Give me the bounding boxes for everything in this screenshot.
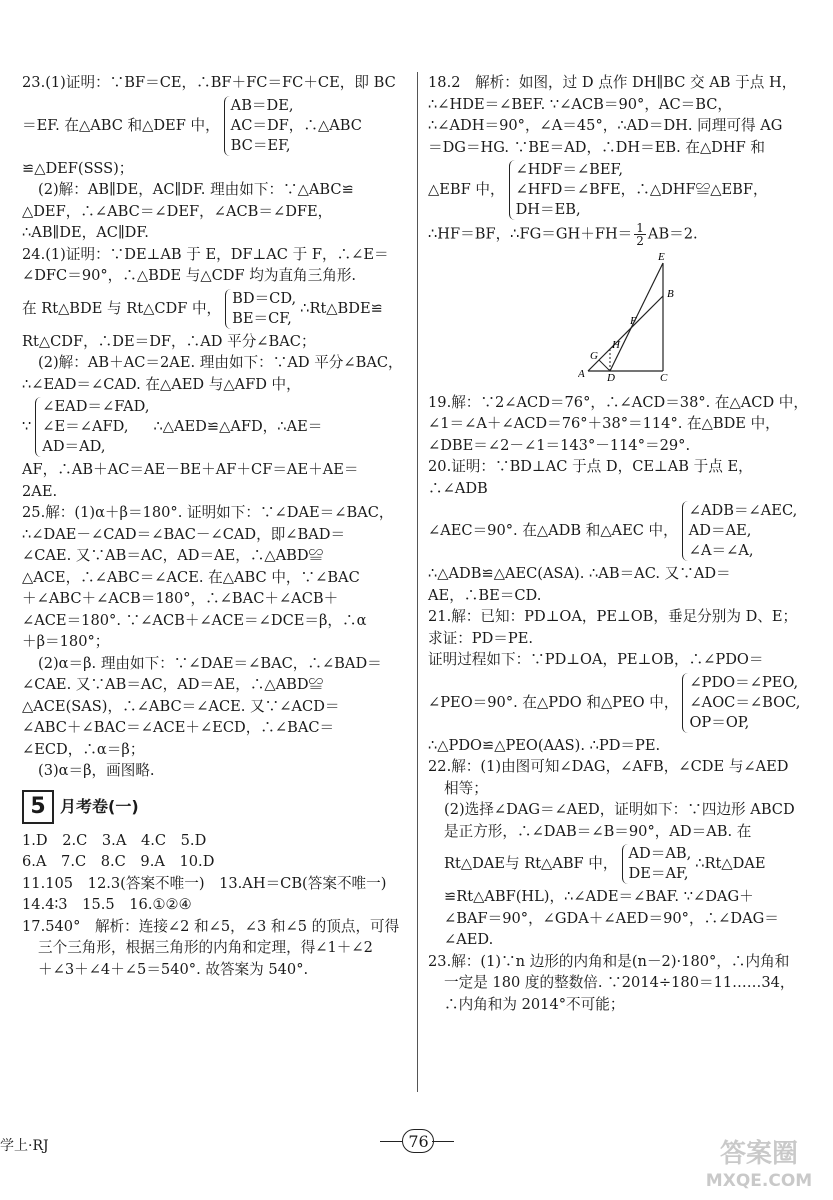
- text-line: ∴∠DAE－∠CAD＝∠BAC－∠CAD，即∠BAD＝: [22, 525, 346, 543]
- question-19: [428, 392, 812, 457]
- equation-brace: [509, 160, 768, 220]
- equation: BE＝CF,: [232, 309, 292, 327]
- text-line: 是正方形，∴∠DAB＝∠B＝90°，AD＝AB. 在: [444, 822, 752, 840]
- fraction-numerator: 1: [636, 221, 644, 235]
- page-number-ornament-left: [380, 1141, 402, 1142]
- text-line: ∠1＝∠A＋∠ACD＝76°＋38°＝114°. 在△BDE 中，: [428, 415, 780, 432]
- equation: ∠A＝∠A,: [688, 542, 754, 559]
- equation: ∠AOC＝∠BOC,: [689, 693, 801, 711]
- text-line: ∠BAF＝90°，∠GDA＋∠AED＝90°，∴∠DAG＝: [444, 909, 779, 927]
- page-number-ornament-right: [432, 1141, 454, 1142]
- fraction: [634, 222, 646, 247]
- equation: AC＝DF，∴△ABC: [230, 116, 362, 134]
- text-line: 21.解：已知：PD⊥OA，PE⊥OB，垂足分别为 D、E；: [428, 608, 798, 625]
- answer-line: 1.D 2.C 3.A 4.C 5.D: [22, 831, 207, 849]
- text-line: △DEF，∴∠ABC＝∠DEF，∠ACB＝∠DFE，: [22, 202, 333, 220]
- segment-gd: [599, 360, 610, 371]
- label-d: D: [607, 372, 615, 381]
- label-g: G: [590, 350, 598, 362]
- text-line: Rt△DAE与 Rt△ABF 中，: [444, 855, 618, 873]
- text-line: △ACE(SAS)，∴∠ABC＝∠ACE. 又∵∠ACD＝: [22, 697, 340, 715]
- text-line: ＋∠ABC＋∠ACB＝180°，∴∠BAC＋∠ACB＋: [22, 590, 339, 607]
- text-line: ≌Rt△ABF(HL)，∴∠ADE＝∠BAF. ∵∠DAG＋: [444, 888, 754, 905]
- text-line: ∠AED.: [444, 931, 494, 948]
- text-fragment: ∴HF＝BF，∴FG＝GH＋FH＝: [428, 225, 633, 243]
- equation: ∠ADB＝∠AEC,: [688, 502, 798, 519]
- equation-brace: [35, 397, 149, 457]
- equation: ∠HDF＝∠BEF,: [515, 161, 624, 178]
- question-23: [428, 951, 812, 1016]
- text-line: ∴△AED≌△AFD，∴AE＝: [153, 418, 323, 436]
- watermark-logo: [699, 1132, 819, 1192]
- equation: BD＝CD,: [232, 289, 297, 307]
- question-21: [428, 606, 812, 756]
- label-f: F: [630, 315, 637, 327]
- label-h: H: [612, 339, 620, 351]
- watermark-url: MXQE.COM: [705, 1171, 813, 1191]
- question-18: [428, 72, 812, 392]
- text-line: ∴∠ADH＝90°，∠A＝45°，∴AD＝DH. 同理可得 AG: [428, 117, 783, 134]
- text-line: ∴内角和为 2014°不可能；: [444, 995, 625, 1013]
- text-line: 2AE.: [22, 482, 58, 500]
- text-line: 23.(1)证明：∵BF＝CE，∴BF＋FC＝FC＋CE，即 BC: [22, 74, 396, 91]
- brace-system: [428, 158, 812, 222]
- text-line: ∴Rt△DAE: [695, 855, 766, 873]
- text-line: 25.解：(1)α＋β＝180°. 证明如下：∵∠DAE＝∠BAC，: [22, 504, 394, 521]
- answer-line: ＋∠3＋∠4＋∠5＝540°. 故答案为 540°.: [38, 960, 309, 978]
- answer-line: 11.105 12.3(答案不唯一) 13.AH＝CB(答案不唯一): [22, 874, 387, 892]
- text-line: 求证：PD＝PE.: [428, 629, 534, 647]
- answer-line: 17.540° 解析：连接∠2 和∠5，∠3 和∠5 的顶点，可得: [22, 917, 400, 935]
- text-line: ∠CAE. 又∵AB＝AC，AD＝AE，∴△ABD≌: [22, 547, 324, 564]
- text-line: 23.解：(1)∵n 边形的内角和是(n－2)·180°，∴内角和: [428, 952, 790, 970]
- section-title: 月考卷(一): [60, 796, 139, 816]
- text-line: ≌△DEF(SSS)；: [22, 159, 134, 177]
- text-line: 19.解：∵2∠ACD＝76°，∴∠ACD＝38°. 在△ACD 中，: [428, 393, 808, 411]
- text-line: ∠DFC＝90°，∴△BDE 与△CDF 均为直角三角形.: [22, 267, 357, 284]
- question-25: [22, 502, 406, 782]
- column-divider: [417, 72, 418, 1092]
- answer-line: 三个三角形，根据三角形的内角和定理，得∠1＋∠2: [38, 939, 373, 956]
- equation: OP＝OP,: [689, 713, 750, 731]
- question-23: [22, 72, 406, 244]
- question-20: [428, 456, 812, 606]
- text-line: (2)解：AB∥DE，AC∥DF. 理由如下：∵△ABC≌: [38, 181, 354, 198]
- text-line: ＝DG＝HG. ∵BE＝AD，∴DH＝EB. 在△DHF 和: [428, 138, 765, 156]
- equation: ∠E＝∠AFD,: [42, 418, 129, 435]
- text-line: 一定是 180 度的整数倍. ∵2014÷180＝11……34，: [444, 974, 795, 991]
- answer-line: 14.4∶3 15.5 16.①②④: [22, 896, 192, 913]
- equation-brace: [224, 96, 362, 156]
- text-line: ＝EF. 在△ABC 和△DEF 中，: [22, 116, 220, 134]
- text-line: (3)α＝β，画图略.: [38, 762, 155, 779]
- question-22: [428, 756, 812, 951]
- label-a: A: [578, 368, 585, 380]
- text-line: 18.2 解析：如图，过 D 点作 DH∥BC 交 AB 于点 H，: [428, 74, 797, 91]
- equation: DE＝AF,: [628, 865, 689, 882]
- brace-system: [428, 499, 812, 563]
- text-line: ∠CAE. 又∵AB＝AC，AD＝AE，∴△ABD≌: [22, 676, 324, 693]
- text-line: ∴△ADB≌△AEC(ASA). ∴AB＝AC. 又∵AD＝: [428, 565, 731, 582]
- equation-brace: [682, 501, 798, 561]
- text-line: 20.证明：∵BD⊥AC 于点 D，CE⊥AB 于点 E，∴∠ADB: [428, 458, 753, 497]
- brace-system: [428, 842, 812, 886]
- equation: AB＝DE,: [230, 96, 294, 114]
- text-line: 在 Rt△BDE 与 Rt△CDF 中，: [22, 299, 222, 317]
- right-column: [428, 72, 812, 1015]
- text-fragment: AB＝2.: [647, 225, 698, 243]
- text-line: Rt△CDF，∴DE＝DF，∴AD 平分∠BAC；: [22, 332, 316, 350]
- text-line: ∴△PDO≌△PEO(AAS). ∴PD＝PE.: [428, 736, 661, 754]
- footer-book-label: 学上·RJ: [0, 1138, 49, 1154]
- equation: AD＝AB,: [628, 845, 692, 862]
- equation: AD＝AE,: [688, 522, 752, 539]
- geometry-figure: [578, 251, 688, 381]
- text-line: AF，∴AB＋AC＝AE－BE＋AF＋CF＝AE＋AE＝: [22, 461, 359, 478]
- section-number-badge: 5: [22, 790, 54, 824]
- text-line: 24.(1)证明：∵DE⊥AB 于 E，DF⊥AC 于 F，∴∠E＝: [22, 245, 389, 263]
- brace-system: [22, 395, 406, 459]
- equation: ∠PDO＝∠PEO,: [689, 673, 799, 691]
- text-line: ∠PEO＝90°. 在△PDO 和△PEO 中，: [428, 693, 679, 711]
- text-line: 相等；: [444, 779, 488, 797]
- answer-line: 6.A 7.C 8.C 9.A 10.D: [22, 853, 215, 870]
- text-line: ∠ABC＋∠BAC＝∠ACE＋∠ECD，∴∠BAC＝: [22, 719, 335, 736]
- fraction-denominator: 2: [636, 234, 644, 248]
- equation: AD＝AD,: [42, 438, 106, 455]
- equation: BC＝EF,: [230, 136, 291, 154]
- text-line: (2)α＝β. 理由如下：∵∠DAE＝∠BAC，∴∠BAD＝: [38, 654, 382, 672]
- label-e: E: [658, 251, 665, 263]
- text-line: △ACE，∴∠ABC＝∠ACE. 在△ABC 中，∵∠BAC: [22, 568, 360, 586]
- section-header: [22, 790, 406, 824]
- text-line: ∴∠HDE＝∠BEF. ∵∠ACB＝90°，AC＝BC，: [428, 95, 732, 113]
- brace-system: [428, 671, 812, 735]
- answer-list: [22, 830, 406, 981]
- text-line: AE，∴BE＝CD.: [428, 586, 542, 604]
- equation-brace: [622, 844, 692, 884]
- text-line: ∠ECD，∴α＝β；: [22, 740, 145, 758]
- watermark-text: 答案圈: [719, 1139, 799, 1169]
- equation-brace: [682, 673, 800, 733]
- equation-brace: [225, 289, 296, 329]
- text-line: ∠DBE＝∠2－∠1＝143°－114°＝29°.: [428, 436, 691, 454]
- page-number: [380, 1127, 454, 1155]
- label-c: C: [660, 372, 668, 381]
- text-line: ∠AEC＝90°. 在△ADB 和△AEC 中，: [428, 522, 678, 540]
- equation: ∠EAD＝∠FAD,: [42, 398, 150, 415]
- brace-system: [22, 94, 406, 158]
- text-line: ∠ACE＝180°. ∵∠ACB＋∠ACE＝∠DCE＝β，∴α: [22, 611, 367, 629]
- text-line: 证明过程如下：∵PD⊥OA，PE⊥OB，∴∠PDO＝: [428, 651, 764, 668]
- left-column: [22, 72, 406, 980]
- label-b: B: [667, 288, 674, 300]
- text-line: 22.解：(1)由图可知∠DAG，∠AFB，∠CDE 与∠AED: [428, 758, 789, 775]
- text-line: [428, 222, 812, 247]
- text-line: ＋β＝180°；: [22, 633, 110, 650]
- page-number-text: 76: [408, 1132, 429, 1151]
- text-line: (2)选择∠DAG＝∠AED，证明如下：∵四边形 ABCD: [444, 801, 795, 818]
- equation: DH＝EB,: [515, 201, 581, 218]
- question-24: [22, 244, 406, 503]
- brace-system: [22, 287, 406, 331]
- text-line: ∴Rt△BDE≌: [300, 299, 383, 317]
- text-line: ∴∠EAD＝∠CAD. 在△AED 与△AFD 中，: [22, 375, 301, 393]
- text-line: △EBF 中，: [428, 181, 505, 199]
- equation: ∠HFD＝∠BFE，∴△DHF≌△EBF，: [515, 181, 768, 198]
- text-line: ∴AB∥DE，AC∥DF.: [22, 224, 149, 241]
- text-line: (2)解：AB＋AC＝2AE. 理由如下：∵AD 平分∠BAC，: [38, 354, 403, 371]
- text-line: ∵: [22, 418, 32, 436]
